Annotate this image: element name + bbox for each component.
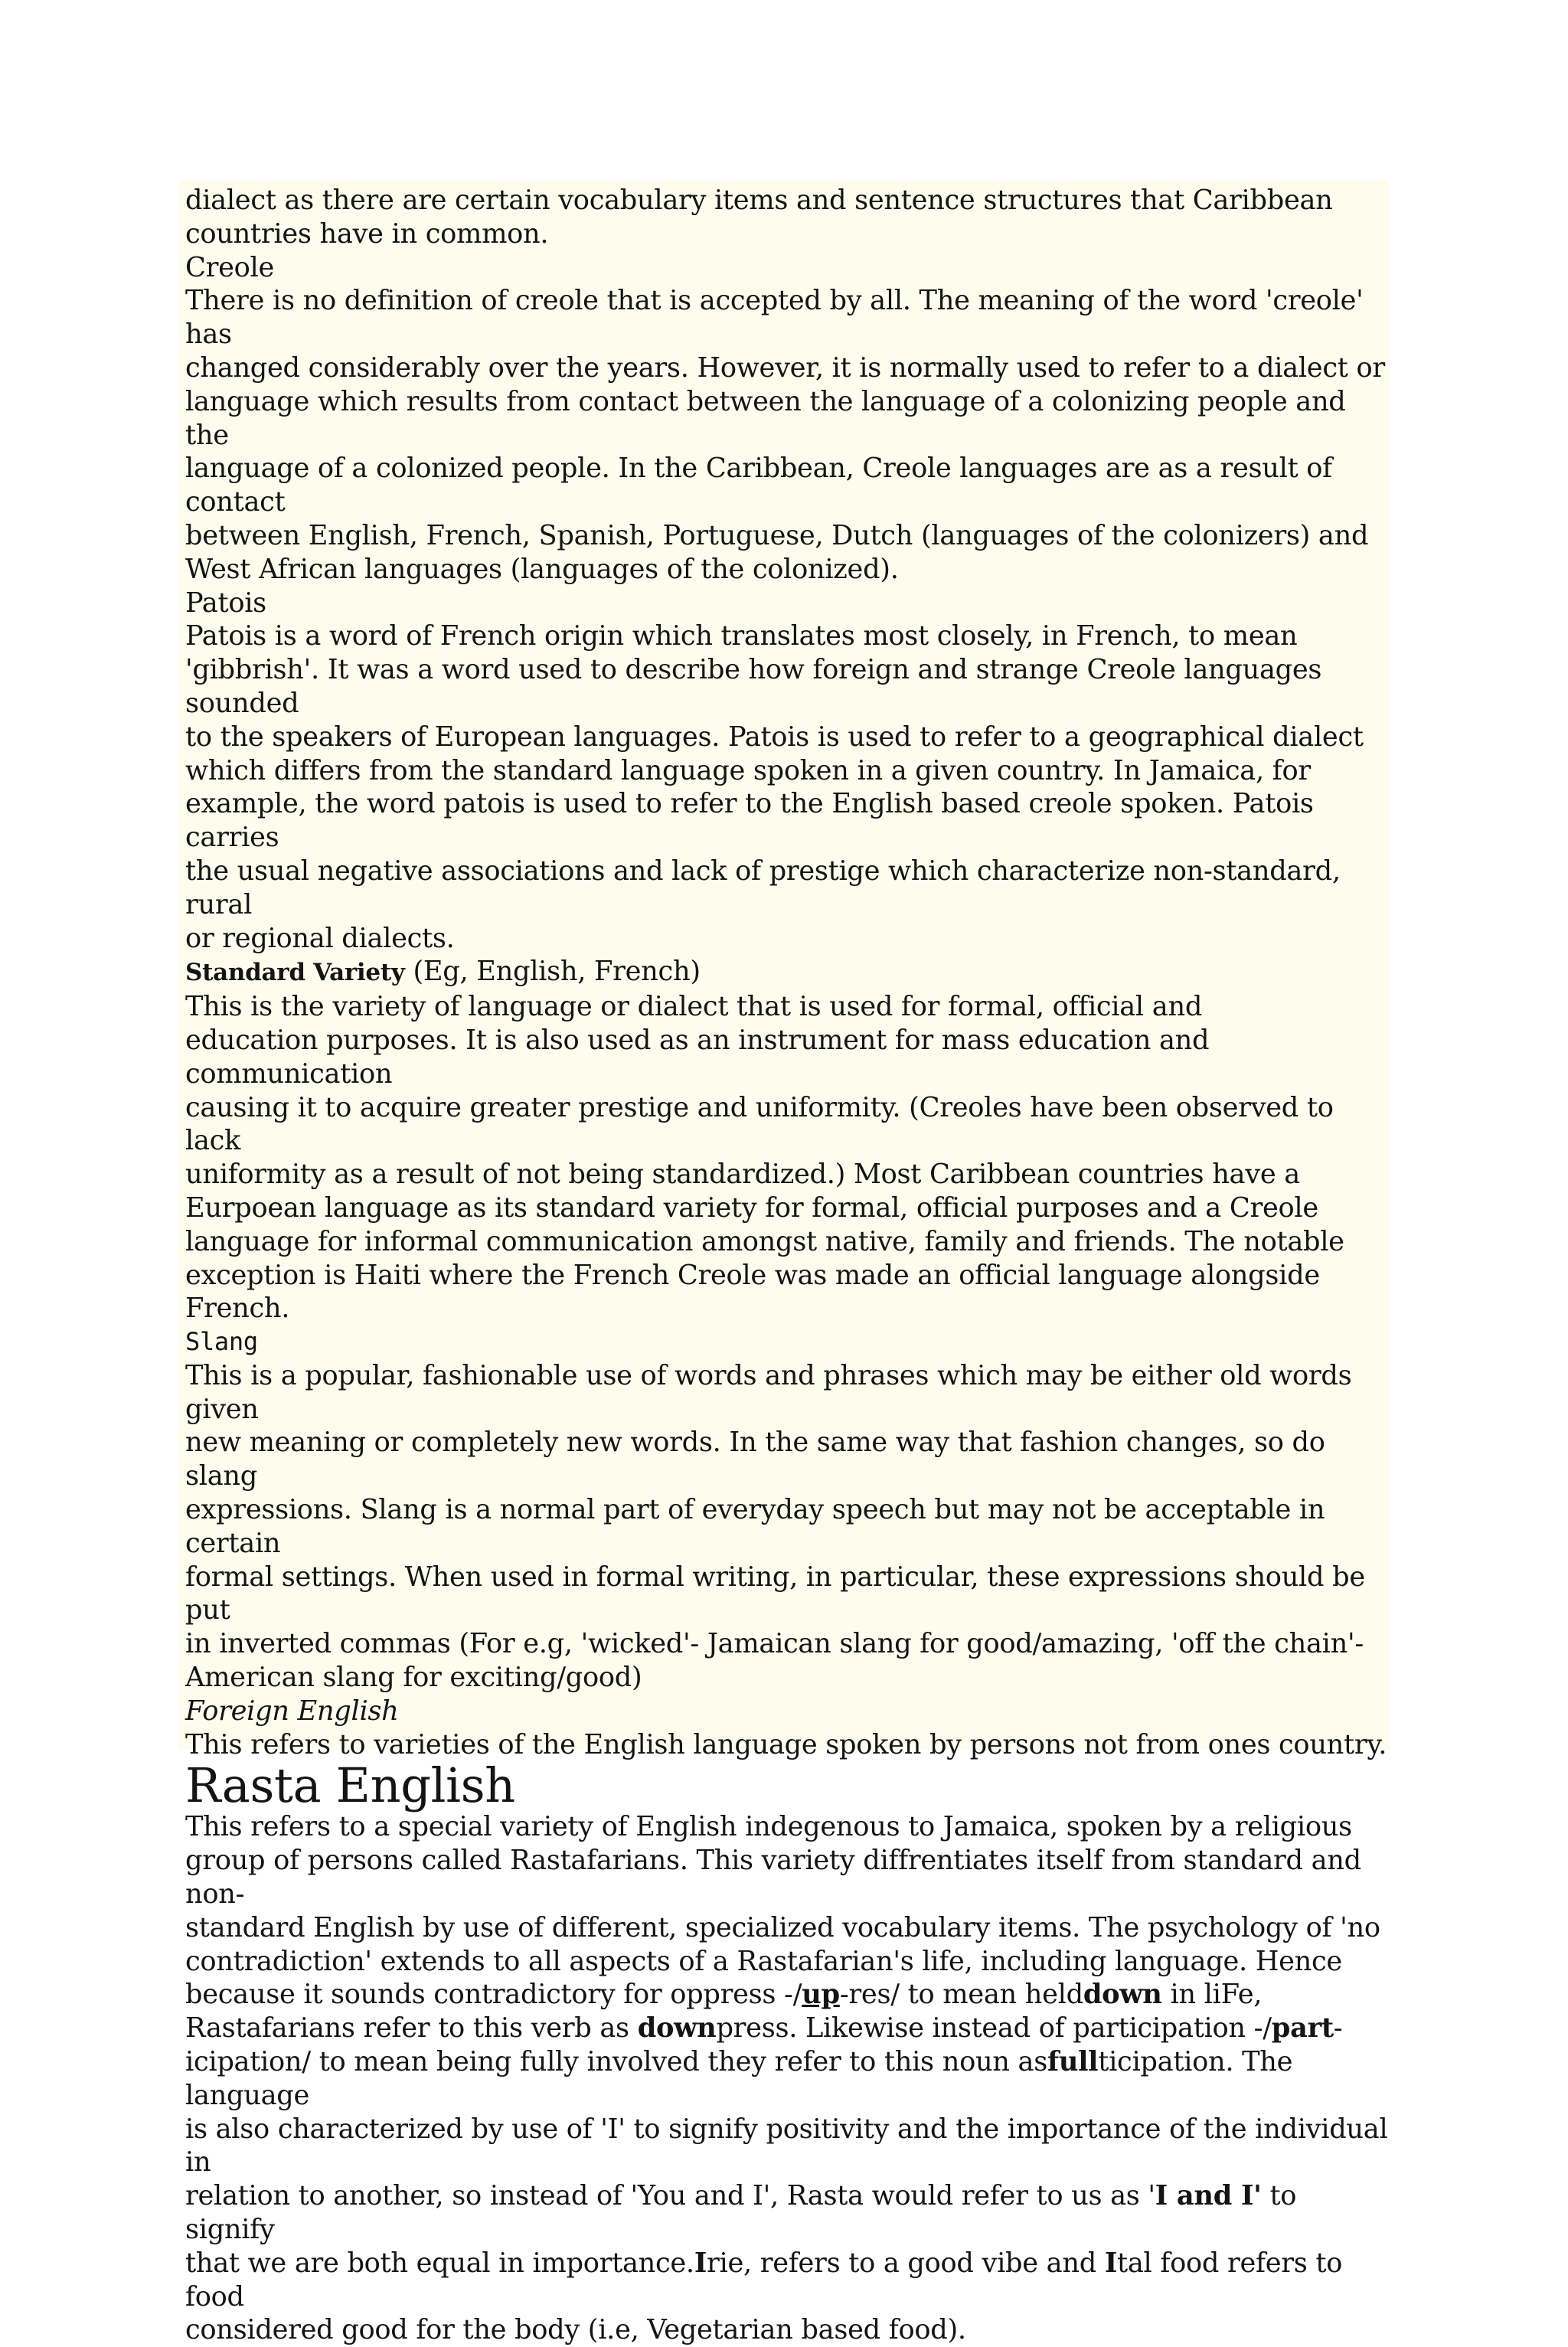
text-run: relation to another, so instead of 'You and I', Rasta would refer to us as ' (185, 2180, 1155, 2212)
emphasis-down: down (637, 2012, 717, 2045)
standard-line: This is the variety of language or dialect that is used for formal, official and (185, 991, 1203, 1023)
heading-standard-variety: Standard Variety (185, 959, 405, 987)
slang-line: expressions. Slang is a normal part of everyday speech but may not be acceptable in certain (185, 1494, 1325, 1559)
heading-creole: Creole (185, 251, 275, 283)
text-run: ticipation. The language (185, 2046, 1293, 2111)
patois-line: example, the word patois is used to refer to the English based creole spoken. Patois carries (185, 788, 1314, 854)
text-run: because it sounds contradictory for oppress -/ (185, 1979, 802, 2011)
standard-heading-line (185, 955, 1390, 990)
text-run: tal food refers to food (185, 2247, 1343, 2313)
text-run: - (1333, 2012, 1343, 2045)
standard-line: uniformity as a result of not being standardized.) Most Caribbean countries have a (185, 1159, 1300, 1191)
heading-patois: Patois (185, 587, 266, 619)
rasta-line (185, 2179, 1390, 2247)
rasta-line: contradiction' extends to all aspects of a Rastafarian's life, including language. Hence (185, 1945, 1342, 1977)
patois-line: or regional dialects. (185, 922, 455, 954)
heading-slang: Slang (185, 1327, 258, 1357)
patois-line: Patois is a word of French origin which translates most closely, in French, to mean (185, 620, 1298, 652)
patois-line: to the speakers of European languages. Patois is used to refer to a geographical dialect (185, 721, 1364, 753)
emphasis-down: down (1083, 1979, 1162, 2011)
standard-heading-suffix: (Eg, English, French) (404, 956, 701, 988)
standard-line: causing it to acquire greater prestige and uniformity. (Creoles have been observed to lack (185, 1091, 1334, 1157)
rasta-line (185, 2045, 1390, 2113)
standard-line: exception is Haiti where the French Creole was made an official language alongside French. (185, 1259, 1320, 1325)
creole-line: West African languages (languages of the colonized). (185, 553, 899, 585)
text-run: icipation/ to mean being fully involved they refer to this noun as (185, 2046, 1047, 2078)
intro-line: countries have in common. (185, 217, 549, 250)
standard-line: language for informal communication amongst native, family and friends. The notable (185, 1225, 1344, 1257)
document-body (185, 184, 1390, 2347)
creole-line: language of a colonized people. In the Caribbean, Creole languages are as a result of contact (185, 453, 1332, 518)
standard-line: Eurpoean language as its standard variety for formal, official purposes and a Creole (185, 1191, 1318, 1224)
standard-line: education purposes. It is also used as an instrument for mass education and communication (185, 1024, 1210, 1090)
text-run: in liFe, (1161, 1979, 1263, 2011)
slang-line: in inverted commas (For e.g, 'wicked'- Jamaican slang for good/amazing, 'off the chain'- (185, 1628, 1364, 1660)
slang-line: American slang for exciting/good) (185, 1662, 642, 1694)
rasta-line: group of persons called Rastafarians. This variety diffrentiates itself from standard and non- (185, 1845, 1361, 1911)
text-run: that we are both equal in importance. (185, 2247, 694, 2279)
emphasis-part: part (1271, 2012, 1334, 2045)
patois-line: 'gibbrish'. It was a word used to describe how foreign and strange Creole languages sounded (185, 654, 1322, 719)
text-run: rie, refers to a good vibe and (707, 2247, 1105, 2279)
text-run: to signify (185, 2180, 1297, 2246)
emphasis-i: I (694, 2247, 707, 2279)
slang-line: This is a popular, fashionable use of words and phrases which may be either old words given (185, 1359, 1352, 1425)
slang-line: formal settings. When used in formal writing, in particular, these expressions should be put (185, 1561, 1365, 1626)
rasta-line (185, 1978, 1390, 2012)
text-run: Rastafarians refer to this verb as (185, 2012, 638, 2045)
intro-line: dialect as there are certain vocabulary items and sentence structures that Caribbean (185, 185, 1333, 216)
emphasis-i-and-i: I and I' (1155, 2180, 1262, 2212)
slang-line: new meaning or completely new words. In the same way that fashion changes, so do slang (185, 1427, 1325, 1492)
patois-line: the usual negative associations and lack of prestige which characterize non-standard, rural (185, 855, 1341, 920)
text-run: press. Likewise instead of participation -/ (716, 2012, 1272, 2045)
rasta-line: standard English by use of different, specialized vocabulary items. The psychology of 'no (185, 1911, 1380, 1943)
emphasis-full: full (1047, 2046, 1099, 2078)
patois-line: which differs from the standard language spoken in a given country. In Jamaica, for (185, 754, 1311, 786)
creole-line: between English, French, Spanish, Portuguese, Dutch (languages of the colonizers) and (185, 519, 1369, 551)
rasta-line: This refers to a special variety of English indegenous to Jamaica, spoken by a religious (185, 1811, 1352, 1843)
foreign-line: This refers to varieties of the English language spoken by persons not from ones country. (185, 1728, 1387, 1760)
text-run: -res/ to mean held (839, 1979, 1083, 2011)
creole-line: There is no definition of creole that is accepted by all. The meaning of the word 'creole' has (185, 285, 1364, 351)
rasta-line: considered good for the body (i.e, Vegetarian based food). (185, 2314, 966, 2346)
rasta-line (185, 2012, 1390, 2045)
emphasis-up: up (802, 1979, 840, 2011)
rasta-line (185, 2247, 1390, 2314)
creole-line: language which results from contact between the language of a colonizing people and the (185, 385, 1346, 451)
emphasis-i: I (1104, 2247, 1117, 2279)
rasta-line: is also characterized by use of 'I' to signify positivity and the importance of the individual in (185, 2113, 1388, 2179)
creole-line: changed considerably over the years. However, it is normally used to refer to a dialect or (185, 351, 1385, 384)
heading-rasta-english: Rasta English (185, 1757, 515, 1814)
heading-foreign-english: Foreign English (185, 1695, 399, 1727)
